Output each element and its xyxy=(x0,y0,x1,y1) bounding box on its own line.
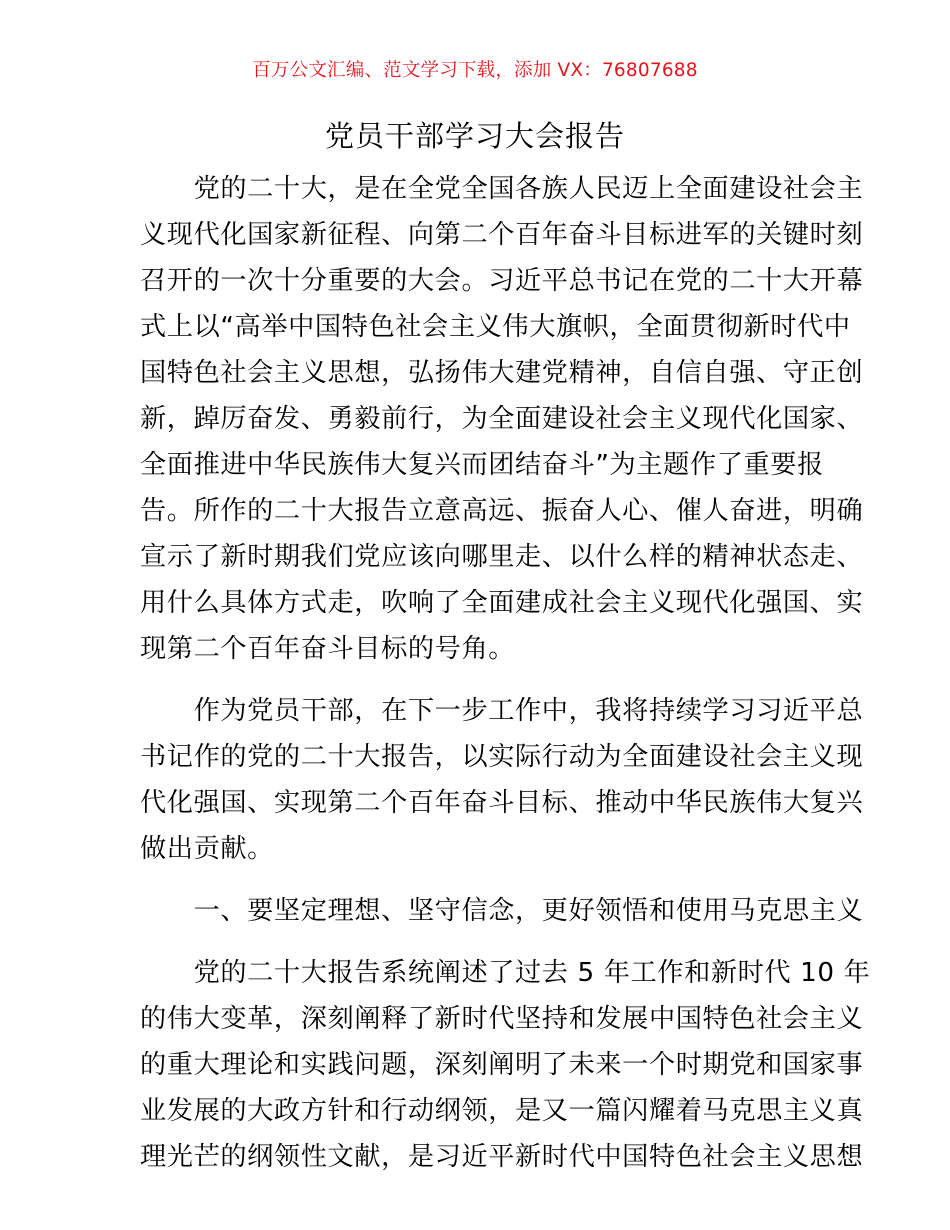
paragraph-1 xyxy=(140,166,864,672)
text-line: 式上以“高举中国特色社会主义伟大旗帜，全面贯彻新时代中 xyxy=(140,312,851,342)
text-line: 书记作的党的二十大报告，以实际行动为全面建设社会主义现 xyxy=(140,742,864,772)
document-title: 党员干部学习大会报告 xyxy=(324,119,625,153)
document-body xyxy=(140,166,871,1180)
text-line: 召开的一次十分重要的大会。习近平总书记在党的二十大开幕 xyxy=(140,266,864,296)
section-heading-1 xyxy=(140,888,864,934)
paragraph-3 xyxy=(140,950,871,1180)
text-line: 宣示了新时期我们党应该向哪里走、以什么样的精神状态走、 xyxy=(140,542,864,572)
text-line: 代化强国、实现第二个百年奋斗目标、推动中华民族伟大复兴 xyxy=(140,788,864,818)
text-line: 做出贡献。 xyxy=(140,834,274,864)
paragraph-2 xyxy=(140,688,864,872)
text-line: 党的二十大报告系统阐述了过去 5 年工作和新时代 10 年 xyxy=(140,958,871,988)
text-line: 理光芒的纲领性文献，是习近平新时代中国特色社会主义思想 xyxy=(140,1142,864,1172)
text-line: 告。所作的二十大报告立意高远、振奋人心、催人奋进，明确 xyxy=(140,496,864,526)
text-line: 作为党员干部，在下一步工作中，我将持续学习习近平总 xyxy=(140,696,864,726)
text-line: 现第二个百年奋斗目标的号角。 xyxy=(140,634,516,664)
text-line: 的伟大变革，深刻阐释了新时代坚持和发展中国特色社会主义 xyxy=(140,1004,864,1034)
paragraph-spacer xyxy=(140,934,812,950)
text-line: 业发展的大政方针和行动纲领，是又一篇闪耀着马克思主义真 xyxy=(140,1096,864,1126)
text-line: 全面推进中华民族伟大复兴而团结奋斗”为主题作了重要报 xyxy=(140,450,824,480)
text-line: 党的二十大，是在全党全国各族人民迈上全面建设社会主 xyxy=(140,174,864,204)
paragraph-spacer xyxy=(140,872,812,888)
text-line: 的重大理论和实践问题，深刻阐明了未来一个时期党和国家事 xyxy=(140,1050,864,1080)
text-line: 义现代化国家新征程、向第二个百年奋斗目标进军的关键时刻 xyxy=(140,220,864,250)
section-heading-text: 一、要坚定理想、坚守信念，更好领悟和使用马克思主义 xyxy=(140,896,864,926)
paragraph-spacer xyxy=(140,672,812,688)
text-line: 国特色社会主义思想，弘扬伟大建党精神，自信自强、守正创 xyxy=(140,358,864,388)
watermark-banner: 百万公文汇编、范文学习下载，添加 VX：76807688 xyxy=(252,60,698,81)
text-line: 新，踔厉奋发、勇毅前行，为全面建设社会主义现代化国家、 xyxy=(140,404,864,434)
text-line: 用什么具体方式走，吹响了全面建成社会主义现代化强国、实 xyxy=(140,588,864,618)
